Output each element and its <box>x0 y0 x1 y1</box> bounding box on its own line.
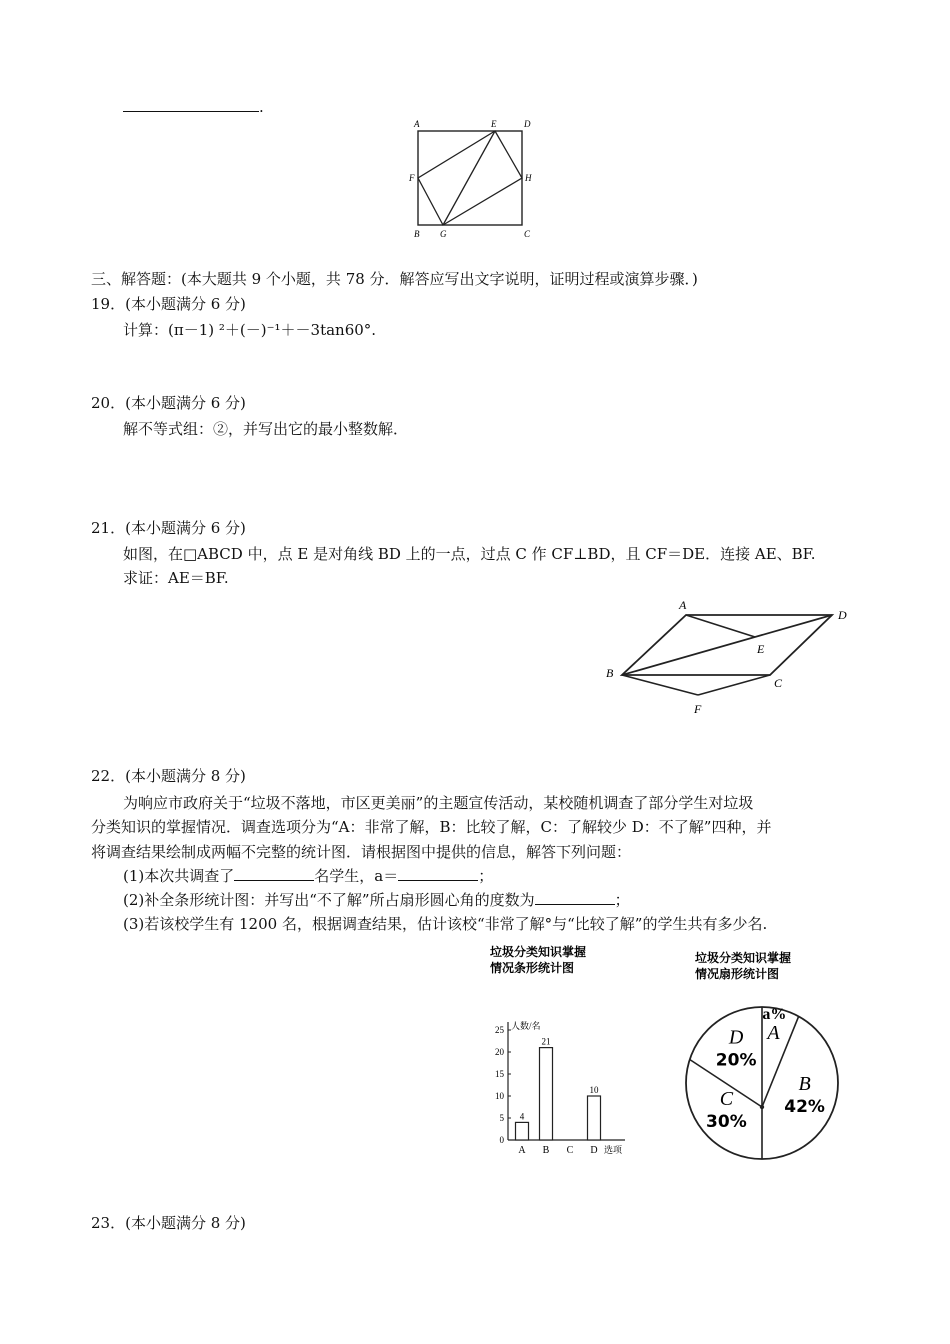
section-heading: 三、解答题：(本大题共 9 个小题，共 78 分．解答应写出文字说明，证明过程或演算步骤．) <box>91 270 698 288</box>
label-b: B <box>414 229 420 239</box>
segment-bf <box>622 675 698 695</box>
slice-name-label: D <box>728 1026 744 1049</box>
label-g: G <box>440 229 447 239</box>
q21-prove: 求证：AE＝BF. <box>123 569 229 587</box>
q22-paragraph-3: 将调查结果绘制成两幅不完整的统计图．请根据图中提供的信息，解答下列问题： <box>91 843 632 861</box>
x-tick-label: B <box>542 1145 550 1156</box>
label-f: F <box>409 173 415 183</box>
answer-blank <box>234 866 314 881</box>
parallelogram-figure <box>600 595 860 720</box>
y-axis-label: 人数/名 <box>511 1021 541 1031</box>
slice-name-label: A <box>767 1021 780 1044</box>
pie-center-dot <box>760 1105 764 1109</box>
slice-value-label: 30% <box>706 1111 747 1132</box>
q20-body: 解不等式组：②，并写出它的最小整数解． <box>123 420 409 438</box>
x-tick-label: C <box>566 1145 574 1156</box>
bar-value-label: 4 <box>519 1111 525 1122</box>
answer-blank <box>398 866 478 881</box>
q23-title: 23．(本小题满分 8 分) <box>91 1214 246 1232</box>
slice-value-label: 20% <box>715 1050 757 1071</box>
pie-chart <box>680 940 855 1170</box>
label-a: A <box>679 598 687 612</box>
segment-cf <box>698 675 770 695</box>
label-d: D <box>524 119 531 129</box>
bar-value-label: 21 <box>541 1036 551 1047</box>
bar <box>588 1096 601 1140</box>
q22-paragraph-1: 为响应市政府关于“垃圾不落地，市区更美丽”的主题宣传活动，某校随机调查了部分学生对垃圾 <box>123 794 754 812</box>
slice-name-label: C <box>719 1087 734 1110</box>
label-c: C <box>774 676 783 690</box>
x-axis-label: 选项 <box>604 1145 623 1155</box>
bar <box>516 1122 529 1140</box>
label-b: B <box>606 666 614 680</box>
segment-ae <box>686 615 755 637</box>
label-d: D <box>838 608 847 622</box>
q19-title: 19．(本小题满分 6 分) <box>91 295 246 313</box>
pie-chart-title-line2: 情况扇形统计图 <box>695 967 780 981</box>
rect-abcd <box>418 131 522 225</box>
bar-chart-title-line1: 垃圾分类知识掌握 <box>490 945 587 959</box>
answer-blank <box>123 99 259 112</box>
segment-eg <box>443 131 495 225</box>
label-e: E <box>491 119 497 129</box>
x-tick-label: A <box>518 1145 526 1156</box>
q21-body: 如图，在□ABCD 中，点 E 是对角线 BD 上的一点，过点 C 作 CF⊥BD，且 CF＝DE．连接 AE、BF. <box>123 545 816 563</box>
label-e: E <box>757 642 765 656</box>
top-answer-line: . <box>123 97 264 117</box>
q22-subquestion-1: (1)本次共调查了 名学生，a＝ ； <box>123 867 494 885</box>
y-tick-label: 15 <box>495 1069 504 1079</box>
label-a: A <box>414 119 420 129</box>
x-tick-label: D <box>590 1145 598 1156</box>
bar <box>540 1048 553 1140</box>
quad-efgh <box>418 131 522 225</box>
y-tick-label: 10 <box>495 1091 504 1101</box>
q22-paragraph-2: 分类知识的掌握情况．调查选项分为“A：非常了解，B：比较了解，C：了解较少 D：不了解”四种，并 <box>91 818 772 836</box>
bar-value-label: 10 <box>589 1085 599 1095</box>
y-tick-label: 25 <box>495 1025 504 1035</box>
label-c: C <box>524 229 531 239</box>
slice-value-label: 42% <box>784 1096 825 1117</box>
q19-body: 计算：(π－1) ²＋(－)⁻¹＋－3tan60°. <box>123 321 377 339</box>
bar-chart-title-line2: 情况条形统计图 <box>490 961 575 975</box>
label-h: H <box>525 173 532 183</box>
y-tick-label: 5 <box>499 1113 504 1123</box>
answer-blank <box>535 890 615 905</box>
y-tick-label: 0 <box>499 1135 504 1145</box>
q22-subquestion-2: (2)补全条形统计图：并写出“不了解”所占扇形圆心角的度数为 ； <box>123 891 630 909</box>
rectangle-figure <box>400 115 550 245</box>
q20-title: 20．(本小题满分 6 分) <box>91 394 246 412</box>
label-f: F <box>694 702 702 716</box>
slice-value-label: a% <box>762 1005 787 1023</box>
bar-chart <box>480 940 660 1165</box>
q22-title: 22．(本小题满分 8 分) <box>91 767 246 785</box>
q21-title: 21．(本小题满分 6 分) <box>91 519 246 537</box>
slice-name-label: B <box>798 1072 811 1095</box>
y-tick-label: 20 <box>495 1047 504 1057</box>
q22-subquestion-3: (3)若该校学生有 1200 名，根据调查结果，估计该校“非常了解°与“比较了解”的学生共有多少名. <box>123 915 768 933</box>
pie-chart-title-line1: 垃圾分类知识掌握 <box>695 951 792 965</box>
